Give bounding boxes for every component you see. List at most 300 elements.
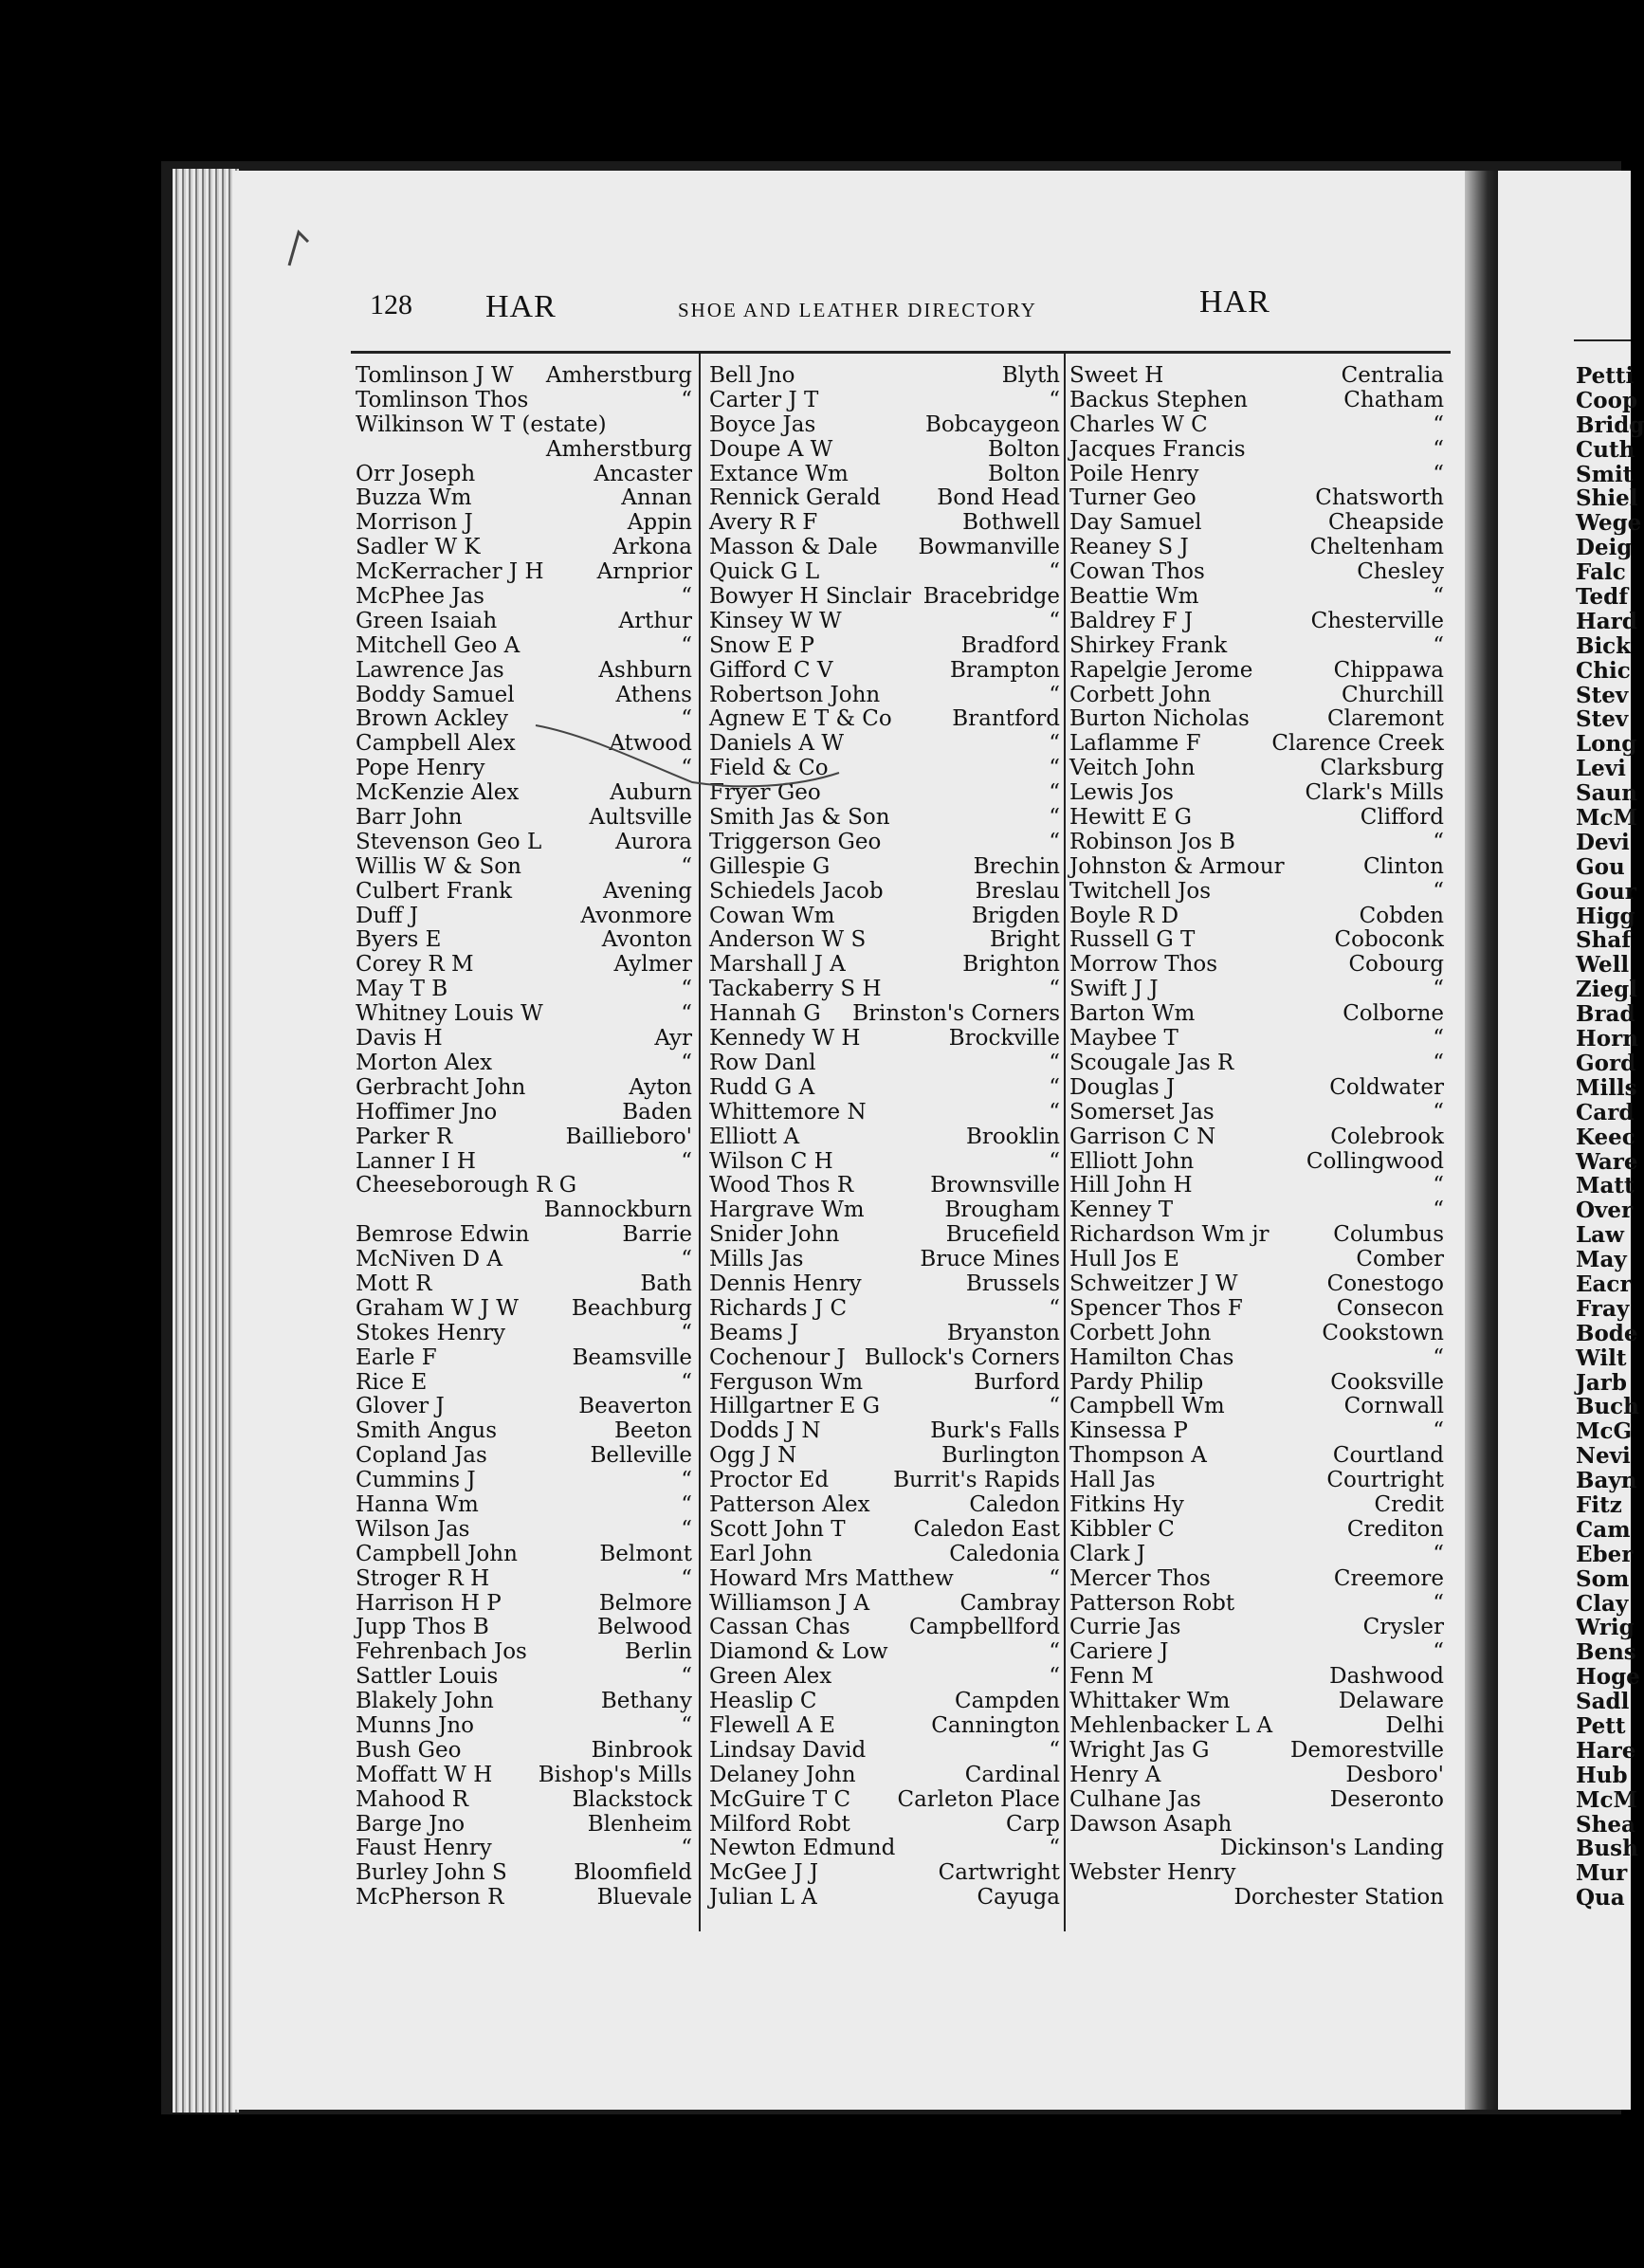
entry-name: Scott John T (709, 1516, 846, 1542)
entry-name: Graham W J W (356, 1295, 519, 1321)
facing-page-entry: Gour (1576, 878, 1636, 905)
entry-name: McKenzie Alex (356, 780, 520, 806)
directory-entry (356, 560, 692, 585)
directory-entry (356, 486, 692, 511)
entry-name: Agnew E T & Co (709, 706, 892, 732)
entry-place: “ (1433, 977, 1444, 1002)
directory-entry (709, 1076, 1060, 1101)
entry-name: Mehlenbacker L A (1069, 1712, 1273, 1738)
directory-entry (709, 560, 1060, 585)
entry-place: “ (1049, 1565, 1060, 1591)
directory-entry (709, 1813, 1060, 1838)
entry-place: Centralia (1341, 363, 1444, 388)
entry-place: Brockville (948, 1026, 1060, 1052)
entry-name: Corbett John (1069, 1320, 1212, 1345)
directory-entry (709, 413, 1060, 438)
directory-entry (356, 1543, 692, 1567)
entry-name: Robinson Jos B (1069, 829, 1235, 854)
directory-entry (709, 438, 1060, 463)
directory-entry (356, 1223, 692, 1248)
entry-name: Rice E (356, 1369, 428, 1395)
entry-place: Delaware (1338, 1689, 1444, 1714)
entry-place: Aultsville (589, 805, 692, 831)
entry-name: Patterson Robt (1069, 1590, 1235, 1616)
directory-entry (709, 1567, 1060, 1592)
directory-entry (356, 1272, 692, 1297)
directory-entry (356, 1690, 692, 1714)
entry-name: Hull Jos E (1069, 1247, 1179, 1272)
entry-place: Chesterville (1310, 608, 1444, 633)
entry-place: “ (681, 1712, 692, 1738)
entry-place: “ (1433, 1639, 1444, 1665)
entry-name: Earle F (356, 1344, 437, 1370)
directory-entry (356, 1592, 692, 1617)
facing-page-entry: Qua (1576, 1885, 1625, 1911)
directory-entry (709, 1198, 1060, 1223)
entry-place: Brighton (962, 952, 1060, 978)
facing-page-entry: Deig (1576, 535, 1633, 561)
facing-page-entry: Card (1576, 1099, 1635, 1125)
entry-place: Brinston's Corners (852, 1001, 1060, 1027)
directory-entry (1069, 1690, 1444, 1714)
entry-place: “ (1049, 1737, 1060, 1763)
entry-place: “ (1049, 829, 1060, 854)
entry-place: “ (681, 706, 692, 732)
entry-name: Stevenson Geo L (356, 829, 542, 854)
listing-column-3 (1069, 364, 1444, 1911)
pencil-tick (284, 223, 322, 270)
entry-name: Richards J C (709, 1295, 848, 1321)
entry-name: Hanna Wm (356, 1491, 479, 1517)
directory-entry (709, 1837, 1060, 1861)
entry-place: “ (1049, 1394, 1060, 1419)
entry-place: “ (681, 1565, 692, 1591)
entry-place: “ (681, 584, 692, 610)
entry-name: Pope Henry (356, 756, 485, 781)
directory-entry (709, 1150, 1060, 1175)
entry-name: Cowan Thos (1069, 559, 1205, 585)
facing-page-entry: May (1576, 1247, 1627, 1273)
entry-name: Mitchell Geo A (356, 632, 521, 658)
entry-place: Burk's Falls (930, 1418, 1060, 1444)
entry-place: “ (681, 1836, 692, 1861)
directory-entry (356, 1714, 692, 1739)
entry-name: Henry A (1069, 1762, 1161, 1787)
directory-entry (709, 389, 1060, 413)
directory-entry (356, 1002, 692, 1027)
facing-page-entry: Mur (1576, 1860, 1628, 1887)
facing-page-entry: McM (1576, 805, 1637, 832)
entry-place: “ (1433, 1590, 1444, 1616)
entry-place: “ (1433, 1198, 1444, 1223)
entry-place: “ (1433, 1026, 1444, 1052)
entry-place: Clifford (1360, 805, 1444, 831)
book-gutter (1465, 171, 1503, 2110)
directory-entry (356, 1493, 692, 1518)
entry-place: “ (681, 387, 692, 412)
entry-place: Baden (622, 1099, 692, 1125)
directory-entry (1069, 438, 1444, 463)
directory-entry (709, 1322, 1060, 1346)
facing-page-entry: Cam (1576, 1516, 1631, 1543)
facing-page-entry: Buch (1576, 1394, 1639, 1420)
entry-name: Mercer Thos (1069, 1565, 1211, 1591)
entry-place: “ (1433, 1099, 1444, 1125)
entry-name: Reaney S J (1069, 535, 1189, 560)
entry-name: Morrison J (356, 510, 473, 536)
directory-entry (709, 1469, 1060, 1493)
directory-entry (1069, 905, 1444, 929)
entry-name: Daniels A W (709, 731, 844, 757)
entry-name: Kinsessa P (1069, 1418, 1188, 1444)
directory-entry (1069, 1714, 1444, 1739)
directory-entry (356, 855, 692, 880)
entry-name: Smith Angus (356, 1418, 498, 1444)
directory-entry (1069, 1616, 1444, 1640)
directory-entry (356, 1174, 692, 1198)
facing-page-entry: Eber (1576, 1541, 1634, 1567)
entry-name: Rennick Gerald (709, 485, 881, 511)
entry-place: “ (681, 853, 692, 879)
entry-name: Backus Stephen (1069, 387, 1248, 412)
entry-name: Snow E P (709, 632, 814, 658)
entry-name: McPherson R (356, 1885, 504, 1911)
entry-place: “ (681, 1516, 692, 1542)
entry-place: Caledonia (949, 1541, 1060, 1566)
directory-title: SHOE AND LEATHER DIRECTORY (678, 299, 1037, 321)
entry-place: Cobourg (1348, 952, 1444, 978)
entry-place: Bolton (987, 436, 1060, 462)
entry-place: Binbrook (591, 1737, 692, 1763)
directory-entry (709, 1419, 1060, 1444)
entry-place: Bright (989, 927, 1060, 953)
entry-place: “ (1049, 1639, 1060, 1665)
header-rule (351, 351, 1451, 354)
entry-name: Milford Robt (709, 1811, 850, 1837)
entry-place: Desboro' (1345, 1762, 1444, 1787)
entry-place: “ (1049, 1148, 1060, 1174)
entry-place: Brampton (949, 657, 1060, 683)
entry-name: Fenn M (1069, 1664, 1154, 1690)
directory-entry (709, 659, 1060, 684)
entry-place: Churchill (1342, 682, 1444, 707)
directory-entry (356, 928, 692, 953)
facing-page-entry: Wrig (1576, 1615, 1635, 1641)
entry-name: Barge Jno (356, 1811, 466, 1837)
directory-entry (1069, 1002, 1444, 1027)
facing-page-entry: Matt (1576, 1173, 1635, 1199)
directory-entry (709, 536, 1060, 560)
facing-page-entry: Gord (1576, 1050, 1636, 1076)
entry-place: “ (1433, 878, 1444, 904)
entry-place: Avonton (601, 927, 692, 953)
directory-entry (709, 1371, 1060, 1396)
directory-entry (1069, 684, 1444, 708)
directory-entry (1069, 364, 1444, 389)
entry-name: Wilkinson W T (estate) (356, 412, 607, 437)
entry-name: Hamilton Chas (1069, 1344, 1234, 1370)
directory-entry (709, 1125, 1060, 1150)
facing-page-entry: Fitz (1576, 1491, 1622, 1518)
entry-place: “ (1049, 559, 1060, 585)
entry-name: Delaney John (709, 1762, 856, 1787)
entry-place: Brooklin (965, 1124, 1060, 1149)
facing-page-entry: Mills (1576, 1074, 1637, 1101)
entry-name: Doupe A W (709, 436, 833, 462)
directory-entry (709, 610, 1060, 634)
entry-place: Auburn (610, 780, 692, 806)
facing-page-entry: Horn (1576, 1026, 1638, 1052)
entry-name: Gillespie G (709, 853, 831, 879)
facing-page-entry: Well (1576, 952, 1630, 979)
entry-name: Willis W & Son (356, 853, 521, 879)
entry-place: Delhi (1385, 1712, 1444, 1738)
entry-name: Byers E (356, 927, 442, 953)
facing-page-entry: Long (1576, 731, 1637, 758)
entry-place: Crediton (1346, 1516, 1444, 1542)
directory-entry (709, 1714, 1060, 1739)
entry-place: “ (1049, 387, 1060, 412)
directory-entry (709, 1739, 1060, 1764)
entry-name: Marshall J A (709, 952, 846, 978)
entry-name: Buzza Wm (356, 485, 472, 511)
entry-place: “ (1433, 829, 1444, 854)
entry-place: Aylmer (613, 952, 692, 978)
entry-name: Robertson John (709, 682, 881, 707)
entry-name: Snider John (709, 1222, 840, 1248)
facing-page-entry: Ware (1576, 1148, 1638, 1175)
directory-entry (1069, 757, 1444, 781)
entry-name: Rapelgie Jerome (1069, 657, 1253, 683)
entry-place: “ (1433, 436, 1444, 462)
entry-place: Comber (1356, 1247, 1444, 1272)
entry-name: Douglas J (1069, 1074, 1176, 1100)
entry-name: Stroger R H (356, 1565, 490, 1591)
entry-place: Appin (627, 510, 692, 536)
entry-place: Chatham (1343, 387, 1444, 412)
directory-entry (1069, 1518, 1444, 1543)
facing-page-entry: Hare (1576, 1737, 1636, 1764)
directory-entry (1069, 659, 1444, 684)
directory-entry (1069, 585, 1444, 610)
entry-name: Davis H (356, 1026, 443, 1052)
entry-name: Somerset Jas (1069, 1099, 1215, 1125)
entry-name: Dennis Henry (709, 1271, 862, 1296)
entry-name: Mahood R (356, 1786, 469, 1812)
directory-entry (1069, 1076, 1444, 1101)
entry-place: Clinton (1362, 853, 1444, 879)
entry-place: “ (1049, 805, 1060, 831)
directory-entry (1069, 1886, 1444, 1911)
directory-entry (709, 364, 1060, 389)
entry-place: Beeton (613, 1418, 692, 1444)
entry-name: Elliott A (709, 1124, 800, 1149)
entry-name: Morrow Thos (1069, 952, 1218, 978)
facing-page-entry: Hard (1576, 608, 1637, 634)
entry-name: Baldrey F J (1069, 608, 1194, 633)
facing-page-entry: Ziegl (1576, 977, 1637, 1003)
entry-name: Faust Henry (356, 1836, 492, 1861)
directory-entry (709, 1027, 1060, 1052)
entry-place: Avening (603, 878, 692, 904)
entry-place: Chippawa (1333, 657, 1444, 683)
entry-place: Credit (1374, 1491, 1444, 1517)
entry-place: Brucefield (945, 1222, 1060, 1248)
entry-place: Dickinson's Landing (1219, 1836, 1444, 1861)
entry-name: Howard Mrs Matthew (709, 1565, 954, 1591)
directory-entry (356, 1469, 692, 1493)
entry-name: McPhee Jas (356, 584, 484, 610)
directory-entry (709, 1543, 1060, 1567)
directory-entry (709, 1886, 1060, 1911)
entry-name: Campbell John (356, 1541, 518, 1566)
entry-place: Annan (621, 485, 692, 511)
entry-name: Corey R M (356, 952, 474, 978)
directory-entry (1069, 1198, 1444, 1223)
entry-name: Schweitzer J W (1069, 1271, 1238, 1296)
entry-name: Pardy Philip (1069, 1369, 1204, 1395)
directory-entry (1069, 1125, 1444, 1150)
section-heading-left: HAR (485, 289, 557, 324)
entry-place: Chesley (1357, 559, 1444, 585)
entry-place: Brownsville (930, 1173, 1060, 1198)
entry-name: Julian L A (709, 1885, 817, 1911)
entry-place: “ (681, 1050, 692, 1075)
entry-place: Breslau (975, 878, 1060, 904)
directory-entry (356, 659, 692, 684)
directory-entry (1069, 1272, 1444, 1297)
entry-name: Stokes Henry (356, 1320, 505, 1345)
entry-place: Brantford (952, 706, 1060, 732)
entry-name: Cochenour J (709, 1344, 846, 1370)
directory-entry (356, 880, 692, 905)
directory-entry (356, 1371, 692, 1396)
entry-place: Beamsville (572, 1344, 692, 1370)
entry-name: Carter J T (709, 387, 819, 412)
entry-name: Johnston & Armour (1069, 853, 1285, 879)
entry-place: “ (681, 632, 692, 658)
directory-entry (1069, 1567, 1444, 1592)
directory-entry (356, 1813, 692, 1838)
directory-entry (1069, 831, 1444, 855)
entry-place: Burlington (941, 1443, 1060, 1469)
entry-place: “ (1049, 756, 1060, 781)
directory-entry (709, 1395, 1060, 1419)
entry-place: Beaverton (578, 1394, 692, 1419)
directory-entry (709, 486, 1060, 511)
entry-place: Bowmanville (918, 535, 1060, 560)
facing-page-entry: Cuth (1576, 436, 1635, 463)
entry-place: Consecon (1336, 1295, 1444, 1321)
entry-place: “ (681, 1320, 692, 1345)
entry-name: Boddy Samuel (356, 682, 515, 707)
entry-name: Diamond & Low (709, 1639, 888, 1665)
column-divider (699, 353, 701, 1931)
facing-page-entry: Shaf (1576, 927, 1632, 954)
entry-place: Chatsworth (1315, 485, 1444, 511)
facing-page-entry: Hub (1576, 1762, 1628, 1788)
directory-entry (1069, 1297, 1444, 1322)
directory-entry (709, 880, 1060, 905)
directory-entry (709, 1297, 1060, 1322)
entry-place: Carp (1005, 1811, 1060, 1837)
directory-entry (1069, 781, 1444, 806)
directory-entry (1069, 1101, 1444, 1125)
directory-entry (1069, 1592, 1444, 1617)
entry-name: Thompson A (1069, 1443, 1207, 1469)
directory-entry (1069, 978, 1444, 1002)
entry-name: Wilson Jas (356, 1516, 470, 1542)
entry-place: Cayuga (977, 1885, 1060, 1911)
entry-place: Bath (640, 1271, 692, 1296)
entry-name: Jupp Thos B (356, 1615, 489, 1640)
entry-place: Bobcaygeon (924, 412, 1060, 437)
entry-place: Coboconk (1334, 927, 1444, 953)
entry-name: Beams J (709, 1320, 799, 1345)
entry-place: Arkona (612, 535, 692, 560)
entry-name: McKerracher J H (356, 559, 544, 585)
entry-name: Richardson Wm jr (1069, 1222, 1270, 1248)
directory-entry (709, 634, 1060, 659)
entry-place: “ (1433, 1418, 1444, 1444)
directory-entry (356, 1346, 692, 1371)
directory-entry (356, 1419, 692, 1444)
page-number: 128 (370, 289, 412, 320)
entry-place: “ (681, 756, 692, 781)
entry-name: Quick G L (709, 559, 820, 585)
entry-place: “ (1433, 412, 1444, 437)
entry-place: Bannockburn (543, 1198, 692, 1223)
entry-name: Schiedels Jacob (709, 878, 884, 904)
entry-name: Flewell A E (709, 1712, 835, 1738)
entry-place: Brussels (965, 1271, 1060, 1296)
directory-entry (356, 806, 692, 831)
directory-entry (709, 1052, 1060, 1076)
directory-entry (356, 1444, 692, 1469)
facing-page-entry: Jarb (1576, 1369, 1627, 1396)
facing-page-entry: Levi (1576, 756, 1626, 782)
entry-place: “ (681, 1001, 692, 1027)
entry-place: Bond Head (937, 485, 1060, 511)
directory-entry (356, 536, 692, 560)
entry-place: Collingwood (1306, 1148, 1444, 1174)
directory-entry (1069, 1837, 1444, 1861)
directory-entry (356, 1248, 692, 1272)
facing-page-entry: Bush (1576, 1836, 1638, 1862)
facing-page-rule (1574, 339, 1631, 341)
entry-name: Hewitt E G (1069, 805, 1192, 831)
facing-page-entry: Fray (1576, 1295, 1630, 1322)
facing-page-entry: Petti (1576, 363, 1635, 389)
entry-place: Clarksburg (1320, 756, 1444, 781)
entry-place: Ayton (629, 1074, 692, 1100)
entry-name: Campbell Wm (1069, 1394, 1225, 1419)
directory-entry (356, 978, 692, 1002)
entry-place: Ashburn (598, 657, 692, 683)
entry-place: “ (1049, 1664, 1060, 1690)
entry-place: Cheapside (1328, 510, 1444, 536)
directory-entry (1069, 1813, 1444, 1838)
entry-name: Twitchell Jos (1069, 878, 1212, 904)
entry-place: Courtright (1326, 1468, 1444, 1493)
entry-place: “ (1049, 1836, 1060, 1861)
entry-name: Fehrenbach Jos (356, 1639, 527, 1665)
entry-place: Courtland (1332, 1443, 1444, 1469)
directory-entry (1069, 1665, 1444, 1690)
entry-place: Campden (955, 1689, 1060, 1714)
directory-entry (1069, 707, 1444, 732)
entry-place: Cornwall (1343, 1394, 1444, 1419)
